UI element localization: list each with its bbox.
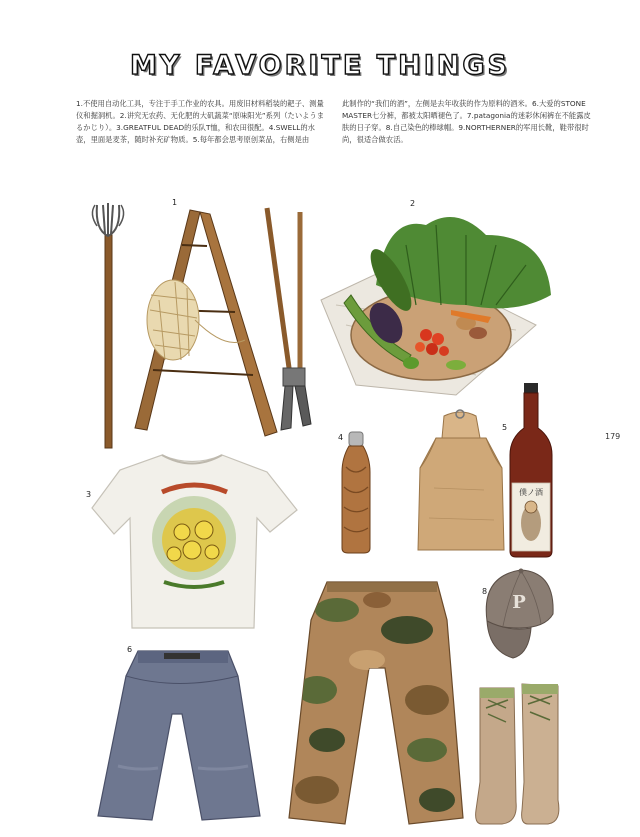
rice-bag-image <box>414 408 508 554</box>
page-number: 179 <box>605 432 621 441</box>
cropped-pants-image <box>98 646 260 822</box>
item-number-2: 2 <box>410 199 416 208</box>
baseball-cap-image <box>479 566 557 662</box>
item-number-4: 4 <box>338 433 344 442</box>
item-number-1: 1 <box>172 198 178 207</box>
item-number-3: 3 <box>86 490 92 499</box>
intro-text-left: 1.不使用自动化工具，专注于手工作业的农具。用废旧材料稻装的耙子、测量仪和掘洞机。2.讲究无农药、无化肥的大矶蔬菜“原味阳光”系列（たいようまるかじり）。3.GREATFUL DEAD的乐队T恤，和农田很配。4.SWELL的水壶，里面是麦茶，随时补充矿物质。5.每年都会思考原创菜品，右侧是由 <box>76 99 325 144</box>
item-number-6: 6 <box>127 645 133 654</box>
post-hole-digger-icon <box>267 208 311 430</box>
boots-image <box>474 682 566 828</box>
wood-grain-bottle-image <box>338 432 374 554</box>
grateful-dead-tshirt-image <box>92 450 297 630</box>
vegetable-basket-image <box>316 205 561 400</box>
intro-text-right: 此制作的“我们的酒”，左侧是去年收获的作为原料的酒米。6.大爱的STONE MASTER七分裤，都被太阳晒褪色了。7.patagonia的迷彩休闲裤在不能露皮肤的日子穿。8.自己染色的棒球帽。9.NORTHERNER的军用长靴，鞋带很时尚，很适合做农活。 <box>342 99 591 144</box>
bamboo-measure-icon <box>135 210 277 436</box>
camo-pants-image <box>287 580 465 828</box>
pitchfork-icon <box>92 203 123 448</box>
farm-tools-image <box>95 200 325 455</box>
item-number-5: 5 <box>502 423 508 432</box>
page-title: MY FAVORITE THINGS <box>130 50 510 81</box>
cap-logo-text: P <box>512 592 526 613</box>
item-number-8: 8 <box>482 587 488 596</box>
sake-bottle-image <box>508 383 554 558</box>
sake-label-text: 僕ノ酒 <box>519 488 543 497</box>
